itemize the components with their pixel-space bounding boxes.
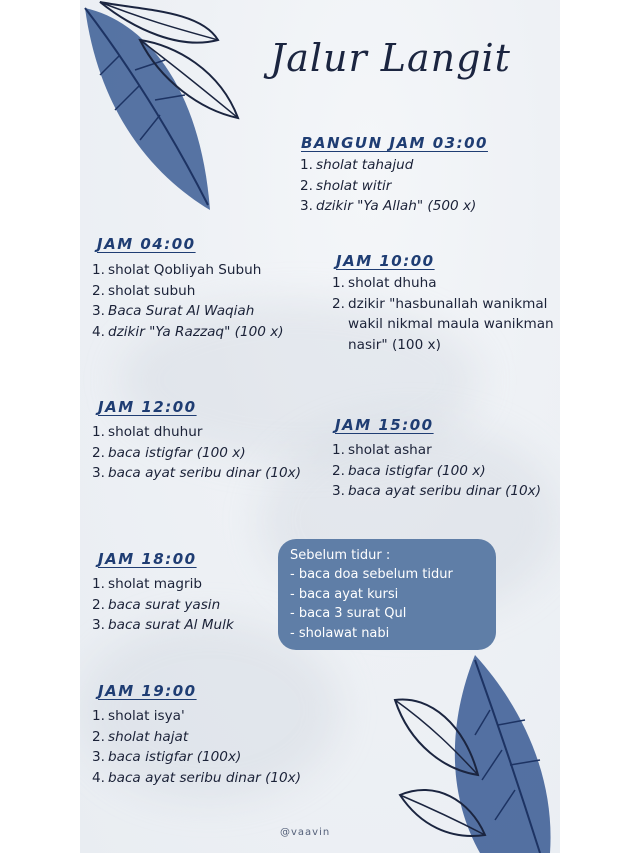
- section-heading-1900: JAM 19:00: [98, 682, 197, 700]
- note-title: Sebelum tidur :: [290, 548, 391, 563]
- item-text: sholat subuh: [108, 282, 196, 299]
- item-number: 4.: [92, 323, 105, 340]
- item-text: sholat tahajud: [316, 157, 414, 173]
- item-text: sholat magrib: [108, 576, 202, 592]
- list-item: [92, 727, 301, 748]
- section-heading-1500: JAM 15:00: [335, 416, 434, 434]
- item-number: 2.: [92, 282, 105, 299]
- item-number: 1.: [92, 424, 105, 440]
- item-number: 2.: [92, 596, 105, 613]
- item-number: 3.: [92, 465, 105, 482]
- item-text: baca ayat seribu dinar (10x): [348, 483, 542, 500]
- item-text: sholat Qobliyah Subuh: [108, 262, 262, 278]
- item-text: sholat hajat: [108, 728, 189, 745]
- item-number: 1.: [92, 708, 105, 724]
- item-text: sholat dhuhur: [108, 424, 203, 440]
- item-number: 2.: [300, 177, 313, 194]
- task-list-0400: [92, 260, 284, 342]
- list-item: [92, 747, 301, 768]
- section-heading-1800: JAM 18:00: [98, 550, 197, 568]
- item-number: 2.: [92, 728, 105, 745]
- item-text: Baca Surat Al Waqiah: [108, 303, 255, 320]
- item-number: 3.: [92, 303, 105, 320]
- item-number: 2.: [332, 295, 345, 312]
- task-list-0300: [300, 155, 476, 217]
- item-text: baca surat yasin: [108, 596, 221, 613]
- section-heading-0300: BANGUN JAM 03:00: [301, 134, 488, 152]
- item-number: 3.: [92, 749, 105, 766]
- list-item: [92, 322, 284, 343]
- item-text: dzikir "hasbunallah wanikmal wakil nikmal maula wanikman nasir" (100 x): [348, 295, 554, 353]
- item-text: baca istigfar (100x): [108, 749, 242, 766]
- item-text: baca surat Al Mulk: [108, 617, 234, 634]
- list-item: [92, 574, 234, 595]
- list-item: [92, 615, 234, 636]
- item-text: dzikir "Ya Razzaq" (100 x): [108, 323, 284, 340]
- task-list-1200: [92, 422, 301, 484]
- list-item: [332, 461, 541, 482]
- item-text: baca ayat seribu dinar (10x): [108, 769, 302, 786]
- list-item: [300, 196, 476, 217]
- list-item: [300, 176, 476, 197]
- item-number: 2.: [92, 444, 105, 461]
- item-text: sholat ashar: [348, 442, 432, 458]
- leaf-bottom-right-icon: [390, 650, 560, 853]
- item-number: 1.: [332, 275, 345, 291]
- list-item: [92, 422, 301, 443]
- list-item: [92, 706, 301, 727]
- note-item: - baca 3 surat Qul: [290, 606, 407, 622]
- bedtime-note: [278, 539, 496, 650]
- list-item: [332, 481, 541, 502]
- list-item: [92, 260, 284, 281]
- page-title: Jalur Langit: [270, 36, 511, 80]
- item-number: 3.: [300, 198, 313, 215]
- note-item: - sholawat nabi: [290, 625, 390, 641]
- list-item: [92, 281, 284, 302]
- item-number: 2.: [332, 462, 345, 479]
- task-list-1800: [92, 574, 234, 636]
- item-number: 3.: [332, 483, 345, 500]
- list-item: [92, 301, 284, 322]
- list-item: [92, 768, 301, 789]
- task-list-1000: [332, 273, 554, 355]
- item-number: 1.: [300, 157, 313, 173]
- note-item: - baca ayat kursi: [290, 586, 399, 602]
- section-heading-1000: JAM 10:00: [336, 252, 435, 270]
- item-text: baca istigfar (100 x): [348, 462, 486, 479]
- note-item: - baca doa sebelum tidur: [290, 567, 453, 583]
- item-text: baca ayat seribu dinar (10x): [108, 465, 302, 482]
- task-list-1900: [92, 706, 301, 788]
- list-item: [332, 273, 554, 294]
- list-item: [332, 294, 554, 356]
- item-number: 3.: [92, 617, 105, 634]
- item-number: 1.: [332, 442, 345, 458]
- list-item: [92, 463, 301, 484]
- item-text: dzikir "Ya Allah" (500 x): [316, 198, 477, 215]
- list-item: [92, 443, 301, 464]
- item-number: 1.: [92, 262, 105, 278]
- author-handle: @vaavin: [280, 827, 331, 838]
- list-item: [332, 440, 541, 461]
- task-list-1500: [332, 440, 541, 502]
- item-number: 1.: [92, 576, 105, 592]
- item-text: sholat isya': [108, 708, 185, 724]
- list-item: [92, 595, 234, 616]
- section-heading-0400: JAM 04:00: [97, 235, 196, 253]
- item-text: sholat witir: [316, 177, 392, 194]
- leaf-top-left-icon: [80, 0, 250, 220]
- item-text: baca istigfar (100 x): [108, 444, 246, 461]
- section-heading-1200: JAM 12:00: [98, 398, 197, 416]
- item-text: sholat dhuha: [348, 275, 437, 291]
- list-item: [300, 155, 476, 176]
- item-number: 4.: [92, 769, 105, 786]
